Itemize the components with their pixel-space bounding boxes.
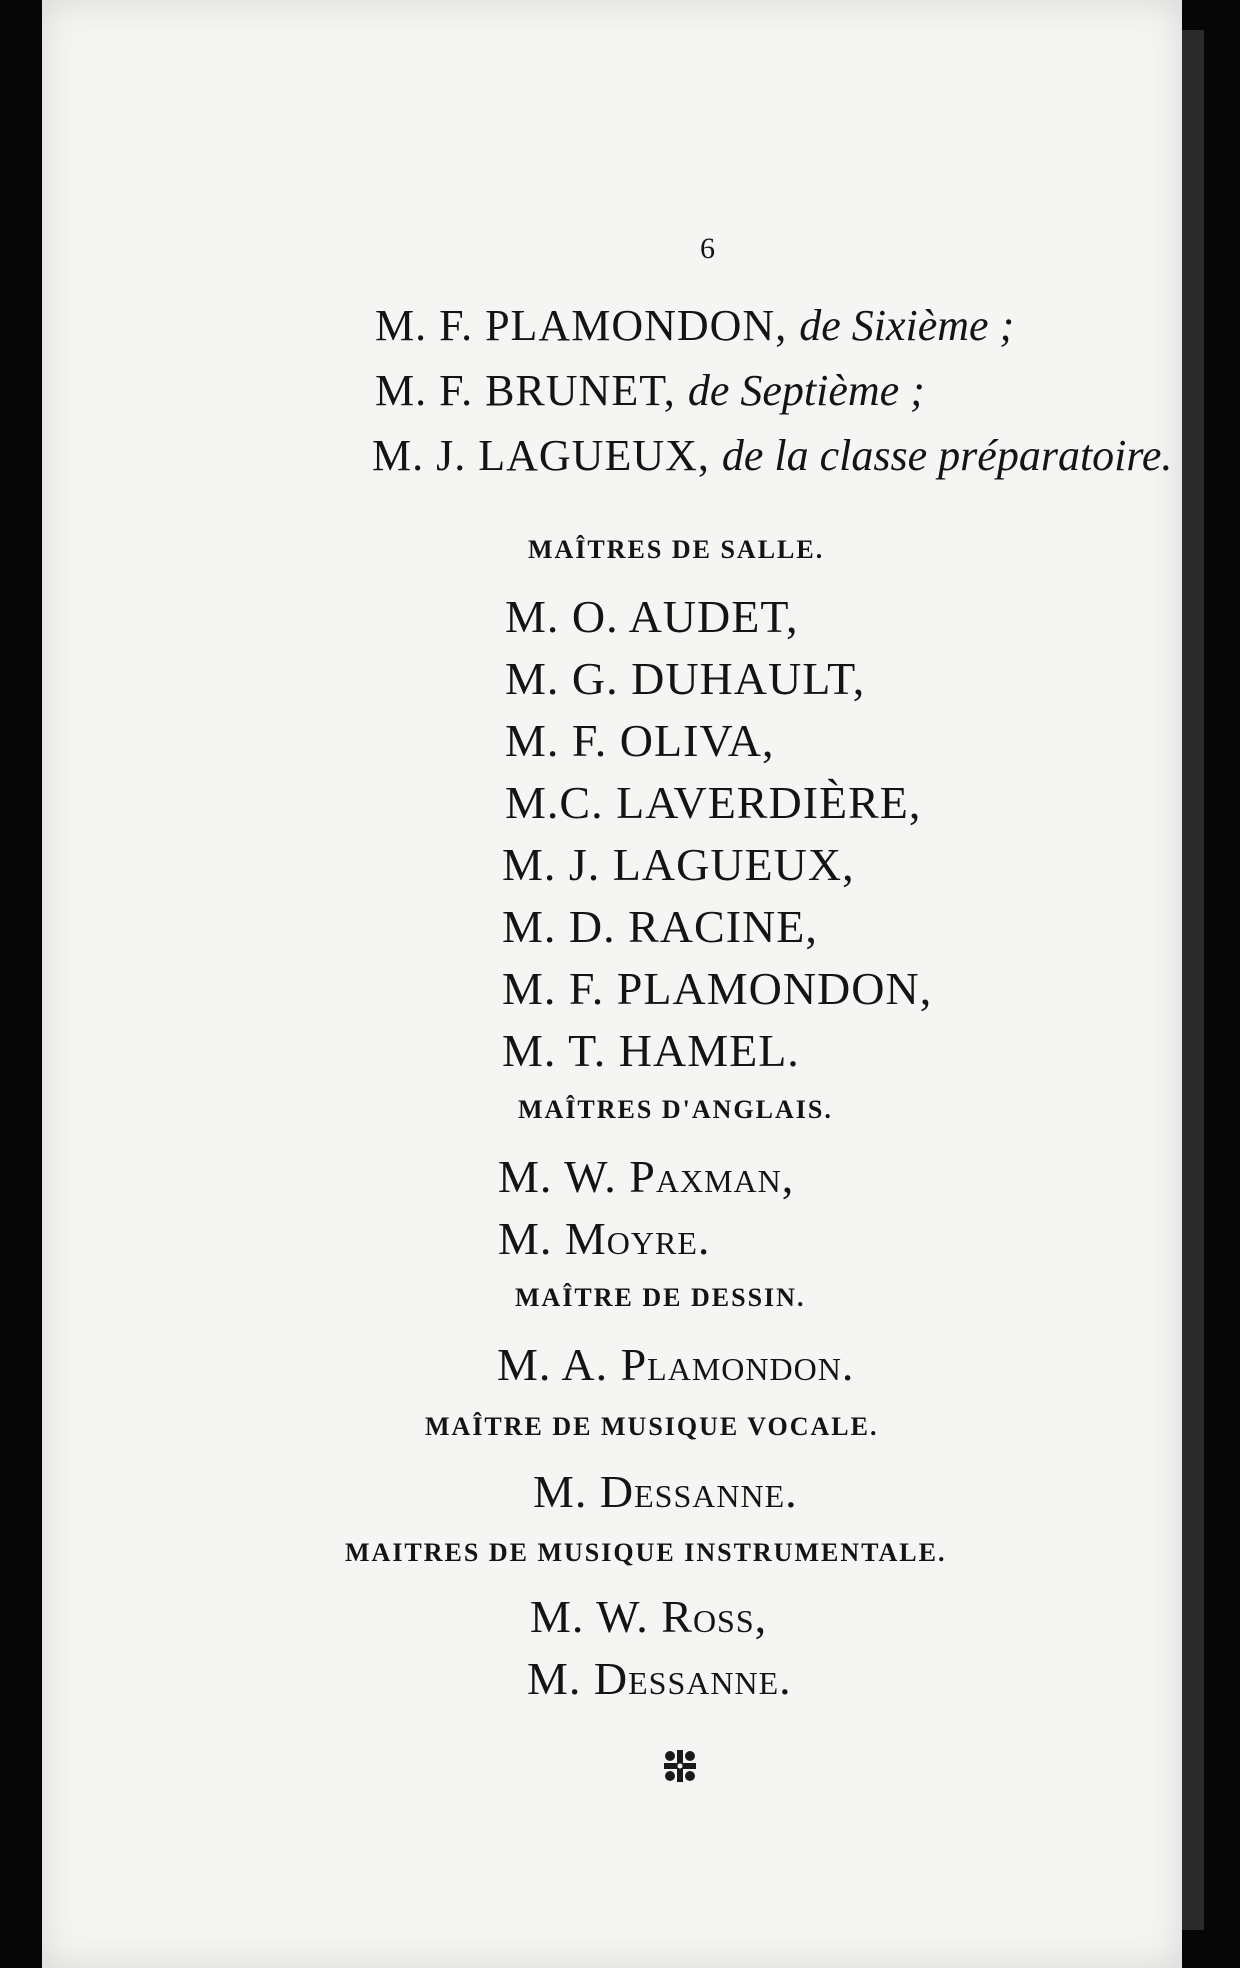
section-heading: MAITRES DE MUSIQUE INSTRUMENTALE.: [345, 1538, 947, 1567]
staff-name: M. T. HAMEL.: [502, 1025, 800, 1076]
page-edge: [1182, 30, 1204, 1930]
staff-name: M. F. OLIVA,: [505, 715, 775, 766]
professor-line: M. F. PLAMONDON, de Sixième ;: [375, 301, 1015, 350]
professor-line: M. F. BRUNET, de Septième ;: [375, 366, 925, 415]
staff-name: M. Dessanne.: [533, 1466, 798, 1517]
staff-name: M. F. PLAMONDON,: [502, 963, 933, 1014]
staff-name: M. W. Ross,: [530, 1591, 768, 1642]
page-number: 6: [700, 232, 715, 265]
professor-line: M. J. LAGUEUX, de la classe préparatoire.: [372, 431, 1173, 480]
staff-name: M. Moyre.: [498, 1213, 711, 1264]
staff-name: M. D. RACINE,: [502, 901, 818, 952]
staff-name: M. G. DUHAULT,: [505, 653, 866, 704]
staff-name: M. Dessanne.: [527, 1653, 792, 1704]
staff-name: M. W. Paxman,: [498, 1151, 795, 1202]
section-heading: MAÎTRES DE SALLE.: [528, 535, 825, 564]
section-heading: MAÎTRE DE MUSIQUE VOCALE.: [425, 1412, 879, 1441]
staff-name: M. J. LAGUEUX,: [502, 839, 855, 890]
fleuron-icon: [662, 1748, 698, 1784]
section-heading: MAÎTRES D'ANGLAIS.: [518, 1095, 833, 1124]
staff-name: M.C. LAVERDIÈRE,: [505, 777, 922, 828]
section-heading: MAÎTRE DE DESSIN.: [515, 1283, 806, 1312]
staff-name: M. A. Plamondon.: [497, 1339, 855, 1390]
staff-name: M. O. AUDET,: [505, 591, 799, 642]
